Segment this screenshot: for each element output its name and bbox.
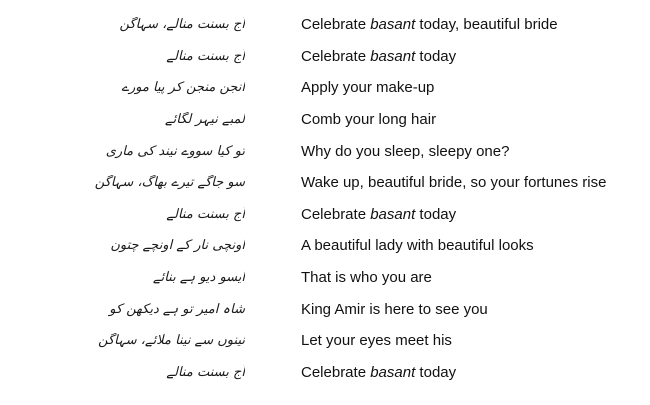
urdu-verse: لمبے نیہر لگائے bbox=[165, 112, 245, 128]
english-translation bbox=[301, 79, 434, 96]
verse-line bbox=[0, 262, 650, 294]
urdu-verse: تو کیا سووے نیند کی ماری bbox=[105, 143, 245, 159]
translation-text: Let your eyes meet his bbox=[301, 332, 452, 350]
urdu-verse: نینوں سے نینا ملائے، سہاگن bbox=[98, 333, 245, 349]
verse-line bbox=[0, 104, 650, 136]
translation-text: That is who you are bbox=[301, 269, 432, 287]
translation-text-end: today bbox=[415, 205, 457, 223]
translation-text: Celebrate bbox=[301, 363, 371, 381]
translation-text-end: today bbox=[415, 363, 457, 381]
english-translation bbox=[301, 48, 456, 65]
verse-line bbox=[0, 135, 650, 167]
verse-line bbox=[0, 9, 650, 41]
verse-line bbox=[0, 293, 650, 325]
english-translation bbox=[301, 16, 558, 33]
verse-line bbox=[0, 41, 650, 73]
english-translation bbox=[301, 269, 432, 286]
translation-text: Comb your long hair bbox=[301, 111, 437, 129]
urdu-verse: آج بسنت منالے bbox=[166, 48, 245, 64]
translation-text-end: today bbox=[415, 47, 457, 65]
english-translation bbox=[301, 301, 488, 318]
urdu-verse: آج بسنت منالے bbox=[166, 206, 245, 222]
urdu-verse: انجن منجن کر پیا مورے bbox=[121, 80, 245, 96]
translation-text: Celebrate bbox=[301, 47, 371, 65]
verse-line bbox=[0, 230, 650, 262]
italic-term: basant bbox=[370, 205, 416, 223]
verse-line bbox=[0, 199, 650, 231]
english-translation bbox=[301, 364, 456, 381]
english-translation bbox=[301, 237, 534, 254]
english-translation bbox=[301, 111, 436, 128]
urdu-verse: آج بسنت منالے، سہاگن bbox=[119, 17, 245, 33]
translation-text: King Amir is here to see you bbox=[301, 300, 488, 318]
verse-line bbox=[0, 325, 650, 357]
verse-line bbox=[0, 357, 650, 389]
urdu-verse: اونچی نار کے اونچے چتون bbox=[110, 238, 245, 254]
translation-text: Why do you sleep, sleepy one? bbox=[301, 142, 510, 160]
english-translation bbox=[301, 143, 509, 160]
urdu-verse: سو جاگے تیرے بھاگ، سہاگن bbox=[94, 175, 245, 191]
translation-text: Apply your make-up bbox=[301, 79, 435, 97]
translation-text-end: today, beautiful bride bbox=[415, 16, 558, 34]
verse-line bbox=[0, 72, 650, 104]
urdu-verse: ایسو دیو ہے بنائے bbox=[152, 270, 245, 286]
urdu-verse: آج بسنت منالے bbox=[166, 364, 245, 380]
italic-term: basant bbox=[370, 363, 416, 381]
english-translation bbox=[301, 332, 452, 349]
translation-text: A beautiful lady with beautiful looks bbox=[301, 237, 534, 255]
italic-term: basant bbox=[370, 16, 416, 34]
urdu-verse: شاہ امیر تو ہے دیکھن کو bbox=[109, 301, 245, 317]
translation-text: Wake up, beautiful bride, so your fortunes rise bbox=[301, 174, 607, 192]
english-translation bbox=[301, 174, 606, 191]
english-translation bbox=[301, 206, 456, 223]
translation-text: Celebrate bbox=[301, 205, 371, 223]
verse-line bbox=[0, 167, 650, 199]
italic-term: basant bbox=[370, 47, 416, 65]
translation-text: Celebrate bbox=[301, 16, 371, 34]
